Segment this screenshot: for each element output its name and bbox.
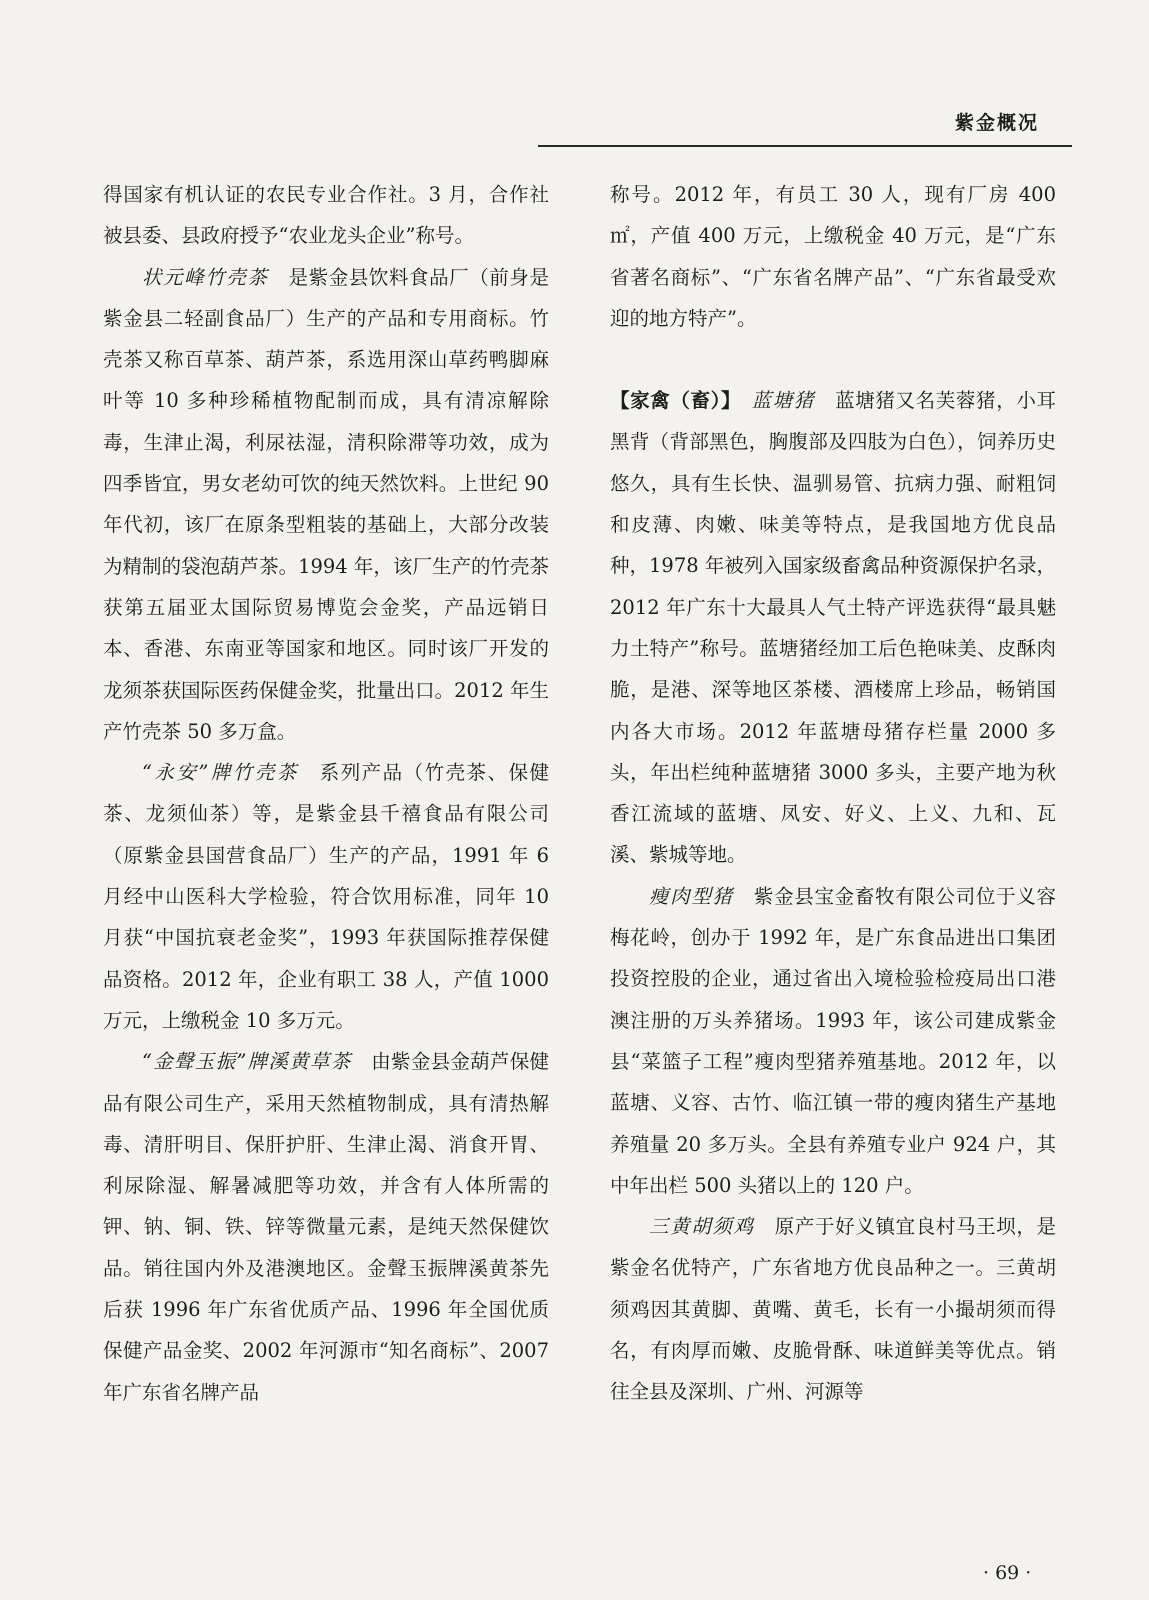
- section-label-poultry-livestock: 【家禽（畜）】: [610, 389, 732, 413]
- entry-term: “永安”牌竹壳茶: [142, 761, 299, 785]
- paragraph-lean-pig: [610, 876, 1056, 1206]
- entry-term: 三黄胡须鸡: [649, 1215, 755, 1239]
- entry-text: 紫金县宝金畜牧有限公司位于义容梅花岭，创办于 1992 年，是广东食品进出口集团投资控股的企业，通过省出入境检验检疫局出口港澳注册的万头养猪场。1993 年，该公司建成紫金县“菜篮子工程”瘦肉型猪养殖基地。2012 年，以蓝塘、义容、古竹、临江镇一带的瘦肉猪生产基地养殖量 20 多万头。全县有养殖专业户 924 户，其中年出栏 500 头猪以上的 120 户。: [610, 884, 1056, 1197]
- entry-text: 是紫金县饮料食品厂（前身是紫金县二轻副食品厂）生产的产品和专用商标。竹壳茶又称百草茶、葫芦茶，系选用深山草药鸭脚麻叶等 10 多种珍稀植物配制而成，具有清凉解除毒，生津止渴，利尿祛湿，清积除滞等功效，成为四季皆宜，男女老幼可饮的纯天然饮料。上世纪 90 年代初，该厂在原条型粗装的基础上，大部分改装为精制的袋泡葫芦茶。1994 年，该厂生产的竹壳茶获第五届亚太国际贸易博览会金奖，产品远销日本、香港、东南亚等国家和地区。同时该厂开发的龙须茶获国际医药保健金奖，批量出口。2012 年生产竹壳茶 50 多万盒。: [103, 265, 549, 743]
- entry-term: “金聲玉振”牌溪黄草茶: [142, 1050, 352, 1074]
- paragraph-jinshengyuzhen-tea: [103, 1041, 549, 1413]
- right-column: [610, 174, 1056, 1413]
- running-header-title: 紫金概况: [955, 112, 1040, 134]
- paragraph-lantang-pig: [610, 380, 1056, 876]
- header-rule: [538, 145, 1072, 147]
- entry-text: 系列产品（竹壳茶、保健茶、龙须仙茶）等，是紫金县千禧食品有限公司（原紫金县国营食品厂）生产的产品，1991 年 6 月经中山医科大学检验，符合饮用标准，同年 10 月获“中国抗衰老金奖”，1993 年获国际推荐保健品资格。2012 年，企业有职工 38 人，产值 1000 万元，上缴税金 10 多万元。: [103, 761, 549, 1032]
- entry-term: 蓝塘猪: [751, 389, 815, 413]
- paragraph-yongan-tea: [103, 752, 549, 1041]
- paragraph-sanhuang-chicken: [610, 1206, 1056, 1412]
- entry-term: 状元峰竹壳茶: [142, 265, 269, 289]
- entry-text: 原产于好义镇宜良村马王坝，是紫金名优特产，广东省地方优良品种之一。三黄胡须鸡因其黄脚、黄嘴、黄毛，长有一小撮胡须而得名，有肉厚而嫩、皮脆骨酥、味道鲜美等优点。销往全县及深圳、广州、河源等: [610, 1215, 1056, 1404]
- paragraph-cooperative-end: 得国家有机认证的农民专业合作社。3 月，合作社被县委、县政府授予“农业龙头企业”称号。: [103, 183, 549, 248]
- left-column: [103, 174, 549, 1413]
- paragraph-continued-title: 称号。2012 年，有员工 30 人，现有厂房 400 ㎡，产值 400 万元，上缴税金 40 万元，是“广东省著名商标”、“广东省名牌产品”、“广东省最受欢迎的地方特产”。: [610, 183, 1056, 330]
- paragraph-zhuangyuanfeng-tea: [103, 257, 549, 753]
- entry-text: 蓝塘猪又名芙蓉猪，小耳黑背（背部黑色，胸腹部及四肢为白色），饲养历史悠久，具有生长快、温驯易管、抗病力强、耐粗饲和皮薄、肉嫩、味美等特点，是我国地方优良品种，1978 年被列入国家级畜禽品种资源保护名录，2012 年广东十大最具人气土特产评选获得“最具魅力土特产”称号。蓝塘猪经加工后色艳味美、皮酥肉脆，是港、深等地区茶楼、酒楼席上珍品，畅销国内各大市场。2012 年蓝塘母猪存栏量 2000 多头，年出栏纯种蓝塘猪 3000 多头，主要产地为秋香江流域的蓝塘、凤安、好义、上义、九和、瓦溪、紫城等地。: [610, 389, 1056, 867]
- entry-text: 由紫金县金葫芦保健品有限公司生产，采用天然植物制成，具有清热解毒、清肝明目、保肝护肝、生津止渴、消食开胃、利尿除湿、解暑减肥等功效，并含有人体所需的钾、钠、铜、铁、锌等微量元素，是纯天然保健饮品。销往国内外及港澳地区。金聲玉振牌溪黄茶先后获 1996 年广东省优质产品、1996 年全国优质保健产品金奖、2002 年河源市“知名商标”、2007 年广东省名牌产品: [103, 1050, 549, 1404]
- entry-term: 瘦肉型猪: [649, 884, 734, 908]
- page-number: · 69 ·: [983, 1562, 1032, 1584]
